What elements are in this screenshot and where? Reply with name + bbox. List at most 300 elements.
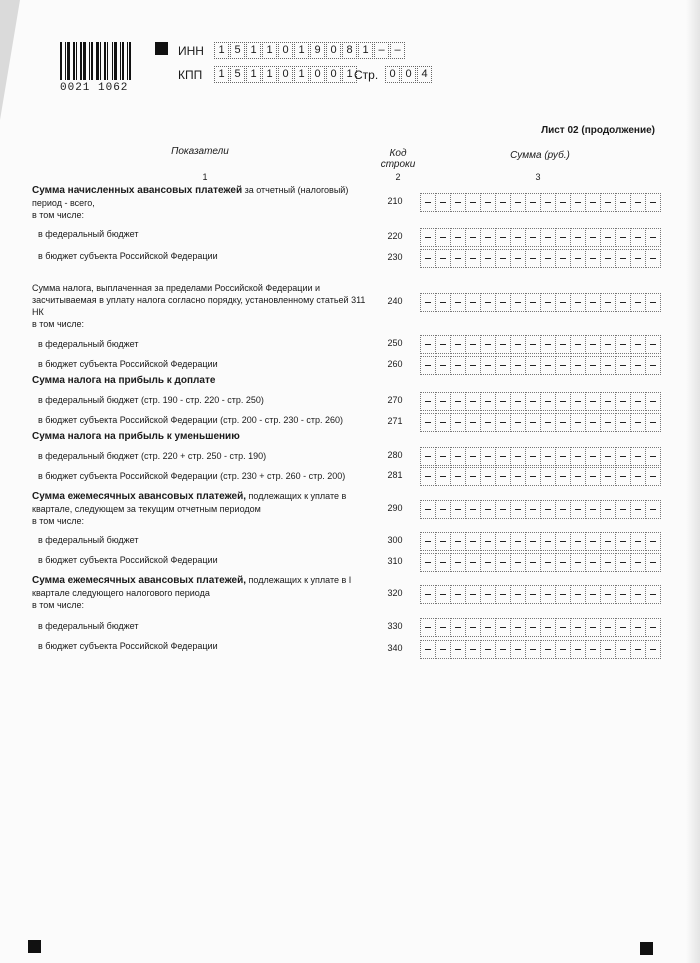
barcode-bar [104, 42, 106, 80]
amount-digit-cell[interactable] [630, 228, 646, 247]
amount-digit-cell[interactable] [570, 228, 586, 247]
amount-digit-cell[interactable] [615, 249, 631, 268]
amount-digit-cell[interactable] [525, 640, 541, 659]
amount-digit-cell[interactable] [480, 413, 496, 432]
amount-digit-cell[interactable] [420, 467, 436, 486]
amount-digit-cell[interactable] [600, 500, 616, 519]
amount-digit-cell[interactable] [615, 467, 631, 486]
amount-digit-cell[interactable] [510, 335, 526, 354]
amount-digit-cell[interactable] [525, 335, 541, 354]
amount-digit-cell[interactable] [540, 585, 556, 604]
amount-digit-cell[interactable] [615, 228, 631, 247]
amount-digit-cell[interactable] [600, 356, 616, 375]
amount-cells[interactable] [420, 618, 660, 637]
amount-digit-cell[interactable] [600, 467, 616, 486]
amount-digit-cell[interactable] [435, 335, 451, 354]
amount-digit-cell[interactable] [615, 585, 631, 604]
amount-digit-cell[interactable] [585, 293, 601, 312]
amount-digit-cell[interactable] [555, 585, 571, 604]
amount-cells[interactable] [420, 413, 660, 432]
amount-digit-cell[interactable] [480, 585, 496, 604]
amount-cells[interactable] [420, 532, 660, 551]
amount-digit-cell[interactable] [630, 413, 646, 432]
amount-digit-cell[interactable] [555, 335, 571, 354]
amount-digit-cell[interactable] [525, 553, 541, 572]
amount-digit-cell[interactable] [585, 356, 601, 375]
amount-digit-cell[interactable] [480, 228, 496, 247]
amount-cells[interactable] [420, 249, 660, 268]
row-label-text: подлежащих к уплате в квартале, следующем за текущим отчетным периодом [32, 491, 347, 514]
amount-digit-cell[interactable] [450, 532, 466, 551]
amount-digit-cell[interactable] [480, 500, 496, 519]
amount-digit-cell[interactable] [525, 467, 541, 486]
amount-digit-cell[interactable] [645, 335, 661, 354]
page-label: Стр. [354, 68, 379, 82]
amount-digit-cell[interactable] [480, 532, 496, 551]
barcode-bar [122, 42, 124, 80]
amount-digit-cell[interactable] [615, 392, 631, 411]
amount-digit-cell[interactable] [600, 532, 616, 551]
amount-digit-cell[interactable] [600, 447, 616, 466]
amount-digit-cell[interactable] [450, 500, 466, 519]
amount-digit-cell[interactable] [615, 640, 631, 659]
amount-digit-cell[interactable] [600, 413, 616, 432]
amount-digit-cell[interactable] [495, 553, 511, 572]
amount-digit-cell[interactable] [615, 293, 631, 312]
amount-digit-cell[interactable] [540, 228, 556, 247]
amount-digit-cell[interactable] [435, 413, 451, 432]
row-label-bold: Сумма ежемесячных авансовых платежей, [32, 575, 247, 586]
amount-digit-cell[interactable] [480, 249, 496, 268]
amount-digit-cell[interactable] [465, 618, 481, 637]
amount-digit-cell[interactable] [600, 618, 616, 637]
amount-digit-cell[interactable] [600, 392, 616, 411]
amount-digit-cell[interactable] [525, 356, 541, 375]
amount-digit-cell[interactable] [450, 618, 466, 637]
amount-digit-cell[interactable] [465, 335, 481, 354]
amount-digit-cell[interactable] [465, 228, 481, 247]
page-digit-cell: 4 [417, 66, 432, 83]
barcode-bar [109, 42, 111, 80]
amount-digit-cell[interactable] [570, 447, 586, 466]
amount-digit-cell[interactable] [420, 293, 436, 312]
amount-digit-cell[interactable] [465, 392, 481, 411]
amount-digit-cell[interactable] [420, 392, 436, 411]
amount-digit-cell[interactable] [495, 640, 511, 659]
amount-digit-cell[interactable] [420, 193, 436, 212]
amount-digit-cell[interactable] [555, 467, 571, 486]
amount-digit-cell[interactable] [420, 447, 436, 466]
amount-digit-cell[interactable] [465, 249, 481, 268]
amount-digit-cell[interactable] [645, 293, 661, 312]
amount-digit-cell[interactable] [450, 392, 466, 411]
amount-digit-cell[interactable] [435, 585, 451, 604]
amount-digit-cell[interactable] [630, 553, 646, 572]
amount-digit-cell[interactable] [630, 356, 646, 375]
amount-digit-cell[interactable] [540, 500, 556, 519]
amount-digit-cell[interactable] [630, 640, 646, 659]
amount-digit-cell[interactable] [495, 335, 511, 354]
amount-digit-cell[interactable] [420, 413, 436, 432]
amount-digit-cell[interactable] [435, 228, 451, 247]
amount-digit-cell[interactable] [465, 553, 481, 572]
amount-digit-cell[interactable] [615, 532, 631, 551]
amount-digit-cell[interactable] [525, 193, 541, 212]
amount-digit-cell[interactable] [570, 500, 586, 519]
amount-digit-cell[interactable] [480, 356, 496, 375]
amount-cells[interactable] [420, 356, 660, 375]
amount-digit-cell[interactable] [450, 585, 466, 604]
amount-digit-cell[interactable] [480, 447, 496, 466]
amount-digit-cell[interactable] [585, 640, 601, 659]
amount-digit-cell[interactable] [645, 392, 661, 411]
amount-digit-cell[interactable] [465, 356, 481, 375]
amount-digit-cell[interactable] [645, 447, 661, 466]
amount-digit-cell[interactable] [585, 618, 601, 637]
amount-digit-cell[interactable] [645, 228, 661, 247]
amount-digit-cell[interactable] [480, 335, 496, 354]
amount-cells[interactable] [420, 193, 660, 212]
amount-digit-cell[interactable] [420, 356, 436, 375]
amount-digit-cell[interactable] [630, 392, 646, 411]
amount-digit-cell[interactable] [585, 228, 601, 247]
row-label [38, 450, 378, 462]
amount-digit-cell[interactable] [570, 532, 586, 551]
amount-digit-cell[interactable] [645, 500, 661, 519]
amount-digit-cell[interactable] [510, 356, 526, 375]
amount-digit-cell[interactable] [435, 467, 451, 486]
amount-digit-cell[interactable] [615, 413, 631, 432]
amount-digit-cell[interactable] [495, 228, 511, 247]
amount-cells[interactable] [420, 585, 660, 604]
amount-digit-cell[interactable] [630, 249, 646, 268]
amount-digit-cell[interactable] [495, 532, 511, 551]
amount-digit-cell[interactable] [540, 618, 556, 637]
amount-digit-cell[interactable] [585, 532, 601, 551]
amount-digit-cell[interactable] [495, 356, 511, 375]
inn-digit-cell: 1 [294, 42, 309, 59]
amount-digit-cell[interactable] [615, 618, 631, 637]
amount-digit-cell[interactable] [585, 335, 601, 354]
amount-digit-cell[interactable] [435, 640, 451, 659]
amount-digit-cell[interactable] [480, 640, 496, 659]
amount-digit-cell[interactable] [465, 532, 481, 551]
amount-digit-cell[interactable] [600, 249, 616, 268]
amount-digit-cell[interactable] [465, 293, 481, 312]
amount-digit-cell[interactable] [585, 585, 601, 604]
amount-digit-cell[interactable] [600, 193, 616, 212]
amount-cells[interactable] [420, 640, 660, 659]
amount-digit-cell[interactable] [645, 532, 661, 551]
amount-digit-cell[interactable] [615, 356, 631, 375]
amount-digit-cell[interactable] [420, 585, 436, 604]
inn-digit-cell: 1 [358, 42, 373, 59]
amount-digit-cell[interactable] [510, 467, 526, 486]
amount-digit-cell[interactable] [555, 293, 571, 312]
amount-digit-cell[interactable] [420, 500, 436, 519]
amount-digit-cell[interactable] [555, 532, 571, 551]
amount-digit-cell[interactable] [540, 640, 556, 659]
amount-digit-cell[interactable] [630, 500, 646, 519]
amount-digit-cell[interactable] [615, 193, 631, 212]
amount-digit-cell[interactable] [450, 335, 466, 354]
amount-digit-cell[interactable] [420, 249, 436, 268]
amount-digit-cell[interactable] [450, 640, 466, 659]
amount-digit-cell[interactable] [540, 447, 556, 466]
amount-digit-cell[interactable] [645, 553, 661, 572]
amount-digit-cell[interactable] [570, 413, 586, 432]
column-header-sum: Сумма (руб.) [510, 150, 570, 161]
amount-digit-cell[interactable] [630, 293, 646, 312]
amount-digit-cell[interactable] [615, 500, 631, 519]
amount-digit-cell[interactable] [555, 356, 571, 375]
amount-cells[interactable] [420, 500, 660, 519]
amount-cells[interactable] [420, 553, 660, 572]
amount-digit-cell[interactable] [645, 640, 661, 659]
amount-digit-cell[interactable] [510, 640, 526, 659]
amount-digit-cell[interactable] [555, 228, 571, 247]
amount-digit-cell[interactable] [480, 392, 496, 411]
amount-digit-cell[interactable] [570, 553, 586, 572]
amount-digit-cell[interactable] [465, 500, 481, 519]
barcode-bar [76, 42, 77, 80]
amount-digit-cell[interactable] [630, 618, 646, 637]
amount-digit-cell[interactable] [600, 585, 616, 604]
amount-digit-cell[interactable] [585, 392, 601, 411]
amount-digit-cell[interactable] [570, 618, 586, 637]
amount-digit-cell[interactable] [495, 585, 511, 604]
amount-digit-cell[interactable] [645, 585, 661, 604]
amount-digit-cell[interactable] [525, 532, 541, 551]
amount-digit-cell[interactable] [435, 447, 451, 466]
amount-digit-cell[interactable] [510, 249, 526, 268]
amount-digit-cell[interactable] [450, 467, 466, 486]
amount-digit-cell[interactable] [630, 447, 646, 466]
amount-cells[interactable] [420, 392, 660, 411]
amount-digit-cell[interactable] [555, 249, 571, 268]
amount-digit-cell[interactable] [435, 249, 451, 268]
amount-digit-cell[interactable] [525, 392, 541, 411]
amount-cells[interactable] [420, 293, 660, 312]
row-label-text: в бюджет субъекта Российской Федерации (стр. 200 - стр. 230 - стр. 260) [38, 415, 344, 425]
amount-cells[interactable] [420, 467, 660, 486]
amount-digit-cell[interactable] [510, 553, 526, 572]
amount-digit-cell[interactable] [495, 467, 511, 486]
amount-digit-cell[interactable] [555, 447, 571, 466]
amount-digit-cell[interactable] [615, 335, 631, 354]
amount-digit-cell[interactable] [420, 228, 436, 247]
row-label-text: в бюджет субъекта Российской Федерации [38, 555, 218, 565]
barcode-bar [112, 42, 113, 80]
amount-digit-cell[interactable] [585, 447, 601, 466]
amount-digit-cell[interactable] [540, 356, 556, 375]
amount-digit-cell[interactable] [450, 553, 466, 572]
amount-digit-cell[interactable] [555, 618, 571, 637]
amount-digit-cell[interactable] [495, 447, 511, 466]
amount-digit-cell[interactable] [555, 640, 571, 659]
amount-digit-cell[interactable] [435, 193, 451, 212]
amount-digit-cell[interactable] [540, 249, 556, 268]
amount-digit-cell[interactable] [525, 585, 541, 604]
amount-digit-cell[interactable] [525, 249, 541, 268]
row-code: 240 [387, 296, 403, 306]
amount-digit-cell[interactable] [585, 500, 601, 519]
amount-digit-cell[interactable] [510, 293, 526, 312]
amount-digit-cell[interactable] [450, 293, 466, 312]
amount-digit-cell[interactable] [435, 532, 451, 551]
amount-digit-cell[interactable] [510, 500, 526, 519]
amount-digit-cell[interactable] [585, 249, 601, 268]
inn-digit-cell: 1 [214, 42, 229, 59]
amount-digit-cell[interactable] [495, 500, 511, 519]
amount-digit-cell[interactable] [645, 467, 661, 486]
amount-digit-cell[interactable] [525, 447, 541, 466]
amount-digit-cell[interactable] [495, 193, 511, 212]
amount-digit-cell[interactable] [435, 293, 451, 312]
amount-digit-cell[interactable] [615, 447, 631, 466]
amount-digit-cell[interactable] [570, 249, 586, 268]
amount-digit-cell[interactable] [435, 392, 451, 411]
row-label [38, 470, 378, 482]
amount-digit-cell[interactable] [630, 467, 646, 486]
amount-digit-cell[interactable] [435, 618, 451, 637]
amount-digit-cell[interactable] [570, 356, 586, 375]
amount-digit-cell[interactable] [420, 335, 436, 354]
amount-digit-cell[interactable] [480, 293, 496, 312]
amount-digit-cell[interactable] [630, 585, 646, 604]
amount-digit-cell[interactable] [600, 228, 616, 247]
amount-digit-cell[interactable] [600, 293, 616, 312]
amount-digit-cell[interactable] [540, 532, 556, 551]
amount-digit-cell[interactable] [495, 392, 511, 411]
amount-digit-cell[interactable] [480, 553, 496, 572]
row-label-bold: Сумма ежемесячных авансовых платежей, [32, 491, 247, 502]
amount-digit-cell[interactable] [555, 392, 571, 411]
amount-digit-cell[interactable] [495, 293, 511, 312]
amount-digit-cell[interactable] [630, 532, 646, 551]
amount-digit-cell[interactable] [465, 467, 481, 486]
amount-digit-cell[interactable] [450, 228, 466, 247]
amount-digit-cell[interactable] [420, 618, 436, 637]
amount-digit-cell[interactable] [435, 553, 451, 572]
amount-digit-cell[interactable] [510, 618, 526, 637]
amount-digit-cell[interactable] [645, 618, 661, 637]
amount-digit-cell[interactable] [510, 413, 526, 432]
amount-digit-cell[interactable] [510, 585, 526, 604]
amount-digit-cell[interactable] [435, 500, 451, 519]
amount-cells[interactable] [420, 447, 660, 466]
amount-digit-cell[interactable] [570, 467, 586, 486]
amount-digit-cell[interactable] [630, 193, 646, 212]
row-code: 330 [387, 621, 403, 631]
amount-digit-cell[interactable] [540, 413, 556, 432]
amount-digit-cell[interactable] [480, 193, 496, 212]
amount-digit-cell[interactable] [600, 640, 616, 659]
amount-digit-cell[interactable] [465, 413, 481, 432]
amount-digit-cell[interactable] [540, 335, 556, 354]
amount-digit-cell[interactable] [570, 585, 586, 604]
amount-digit-cell[interactable] [630, 335, 646, 354]
amount-digit-cell[interactable] [540, 293, 556, 312]
amount-digit-cell[interactable] [525, 500, 541, 519]
amount-digit-cell[interactable] [510, 532, 526, 551]
amount-digit-cell[interactable] [540, 553, 556, 572]
amount-digit-cell[interactable] [615, 553, 631, 572]
amount-digit-cell[interactable] [495, 618, 511, 637]
amount-digit-cell[interactable] [540, 392, 556, 411]
amount-digit-cell[interactable] [585, 193, 601, 212]
amount-digit-cell[interactable] [480, 618, 496, 637]
amount-digit-cell[interactable] [465, 640, 481, 659]
amount-digit-cell[interactable] [495, 413, 511, 432]
barcode-bar [102, 42, 103, 80]
amount-digit-cell[interactable] [465, 447, 481, 466]
amount-digit-cell[interactable] [645, 249, 661, 268]
amount-digit-cell[interactable] [510, 193, 526, 212]
amount-digit-cell[interactable] [570, 392, 586, 411]
amount-digit-cell[interactable] [600, 553, 616, 572]
amount-digit-cell[interactable] [570, 640, 586, 659]
amount-digit-cell[interactable] [480, 467, 496, 486]
amount-digit-cell[interactable] [540, 467, 556, 486]
amount-digit-cell[interactable] [570, 335, 586, 354]
amount-digit-cell[interactable] [645, 413, 661, 432]
amount-digit-cell[interactable] [465, 585, 481, 604]
amount-digit-cell[interactable] [585, 553, 601, 572]
amount-digit-cell[interactable] [420, 553, 436, 572]
amount-digit-cell[interactable] [465, 193, 481, 212]
amount-digit-cell[interactable] [525, 228, 541, 247]
amount-digit-cell[interactable] [435, 356, 451, 375]
page-number-field [385, 66, 433, 83]
amount-digit-cell[interactable] [450, 413, 466, 432]
inn-digit-cell: – [390, 42, 405, 59]
amount-digit-cell[interactable] [645, 356, 661, 375]
barcode-bar [100, 42, 101, 80]
amount-digit-cell[interactable] [570, 293, 586, 312]
barcode-bar [120, 42, 121, 80]
amount-digit-cell[interactable] [570, 193, 586, 212]
amount-digit-cell[interactable] [450, 193, 466, 212]
amount-digit-cell[interactable] [540, 193, 556, 212]
amount-cells[interactable] [420, 228, 660, 247]
amount-digit-cell[interactable] [450, 356, 466, 375]
amount-digit-cell[interactable] [495, 249, 511, 268]
amount-digit-cell[interactable] [420, 532, 436, 551]
barcode-bar [83, 42, 86, 80]
amount-digit-cell[interactable] [585, 413, 601, 432]
amount-digit-cell[interactable] [510, 447, 526, 466]
amount-digit-cell[interactable] [555, 413, 571, 432]
amount-digit-cell[interactable] [510, 392, 526, 411]
amount-cells[interactable] [420, 335, 660, 354]
amount-digit-cell[interactable] [420, 640, 436, 659]
amount-digit-cell[interactable] [525, 413, 541, 432]
amount-digit-cell[interactable] [555, 193, 571, 212]
amount-digit-cell[interactable] [510, 228, 526, 247]
column-number-1: 1 [202, 172, 208, 182]
amount-digit-cell[interactable] [555, 500, 571, 519]
amount-digit-cell[interactable] [645, 193, 661, 212]
amount-digit-cell[interactable] [600, 335, 616, 354]
amount-digit-cell[interactable] [555, 553, 571, 572]
amount-digit-cell[interactable] [450, 249, 466, 268]
row-label-bold: Сумма налога на прибыль к доплате [32, 375, 216, 386]
amount-digit-cell[interactable] [525, 618, 541, 637]
amount-digit-cell[interactable] [585, 467, 601, 486]
amount-digit-cell[interactable] [450, 447, 466, 466]
amount-digit-cell[interactable] [525, 293, 541, 312]
